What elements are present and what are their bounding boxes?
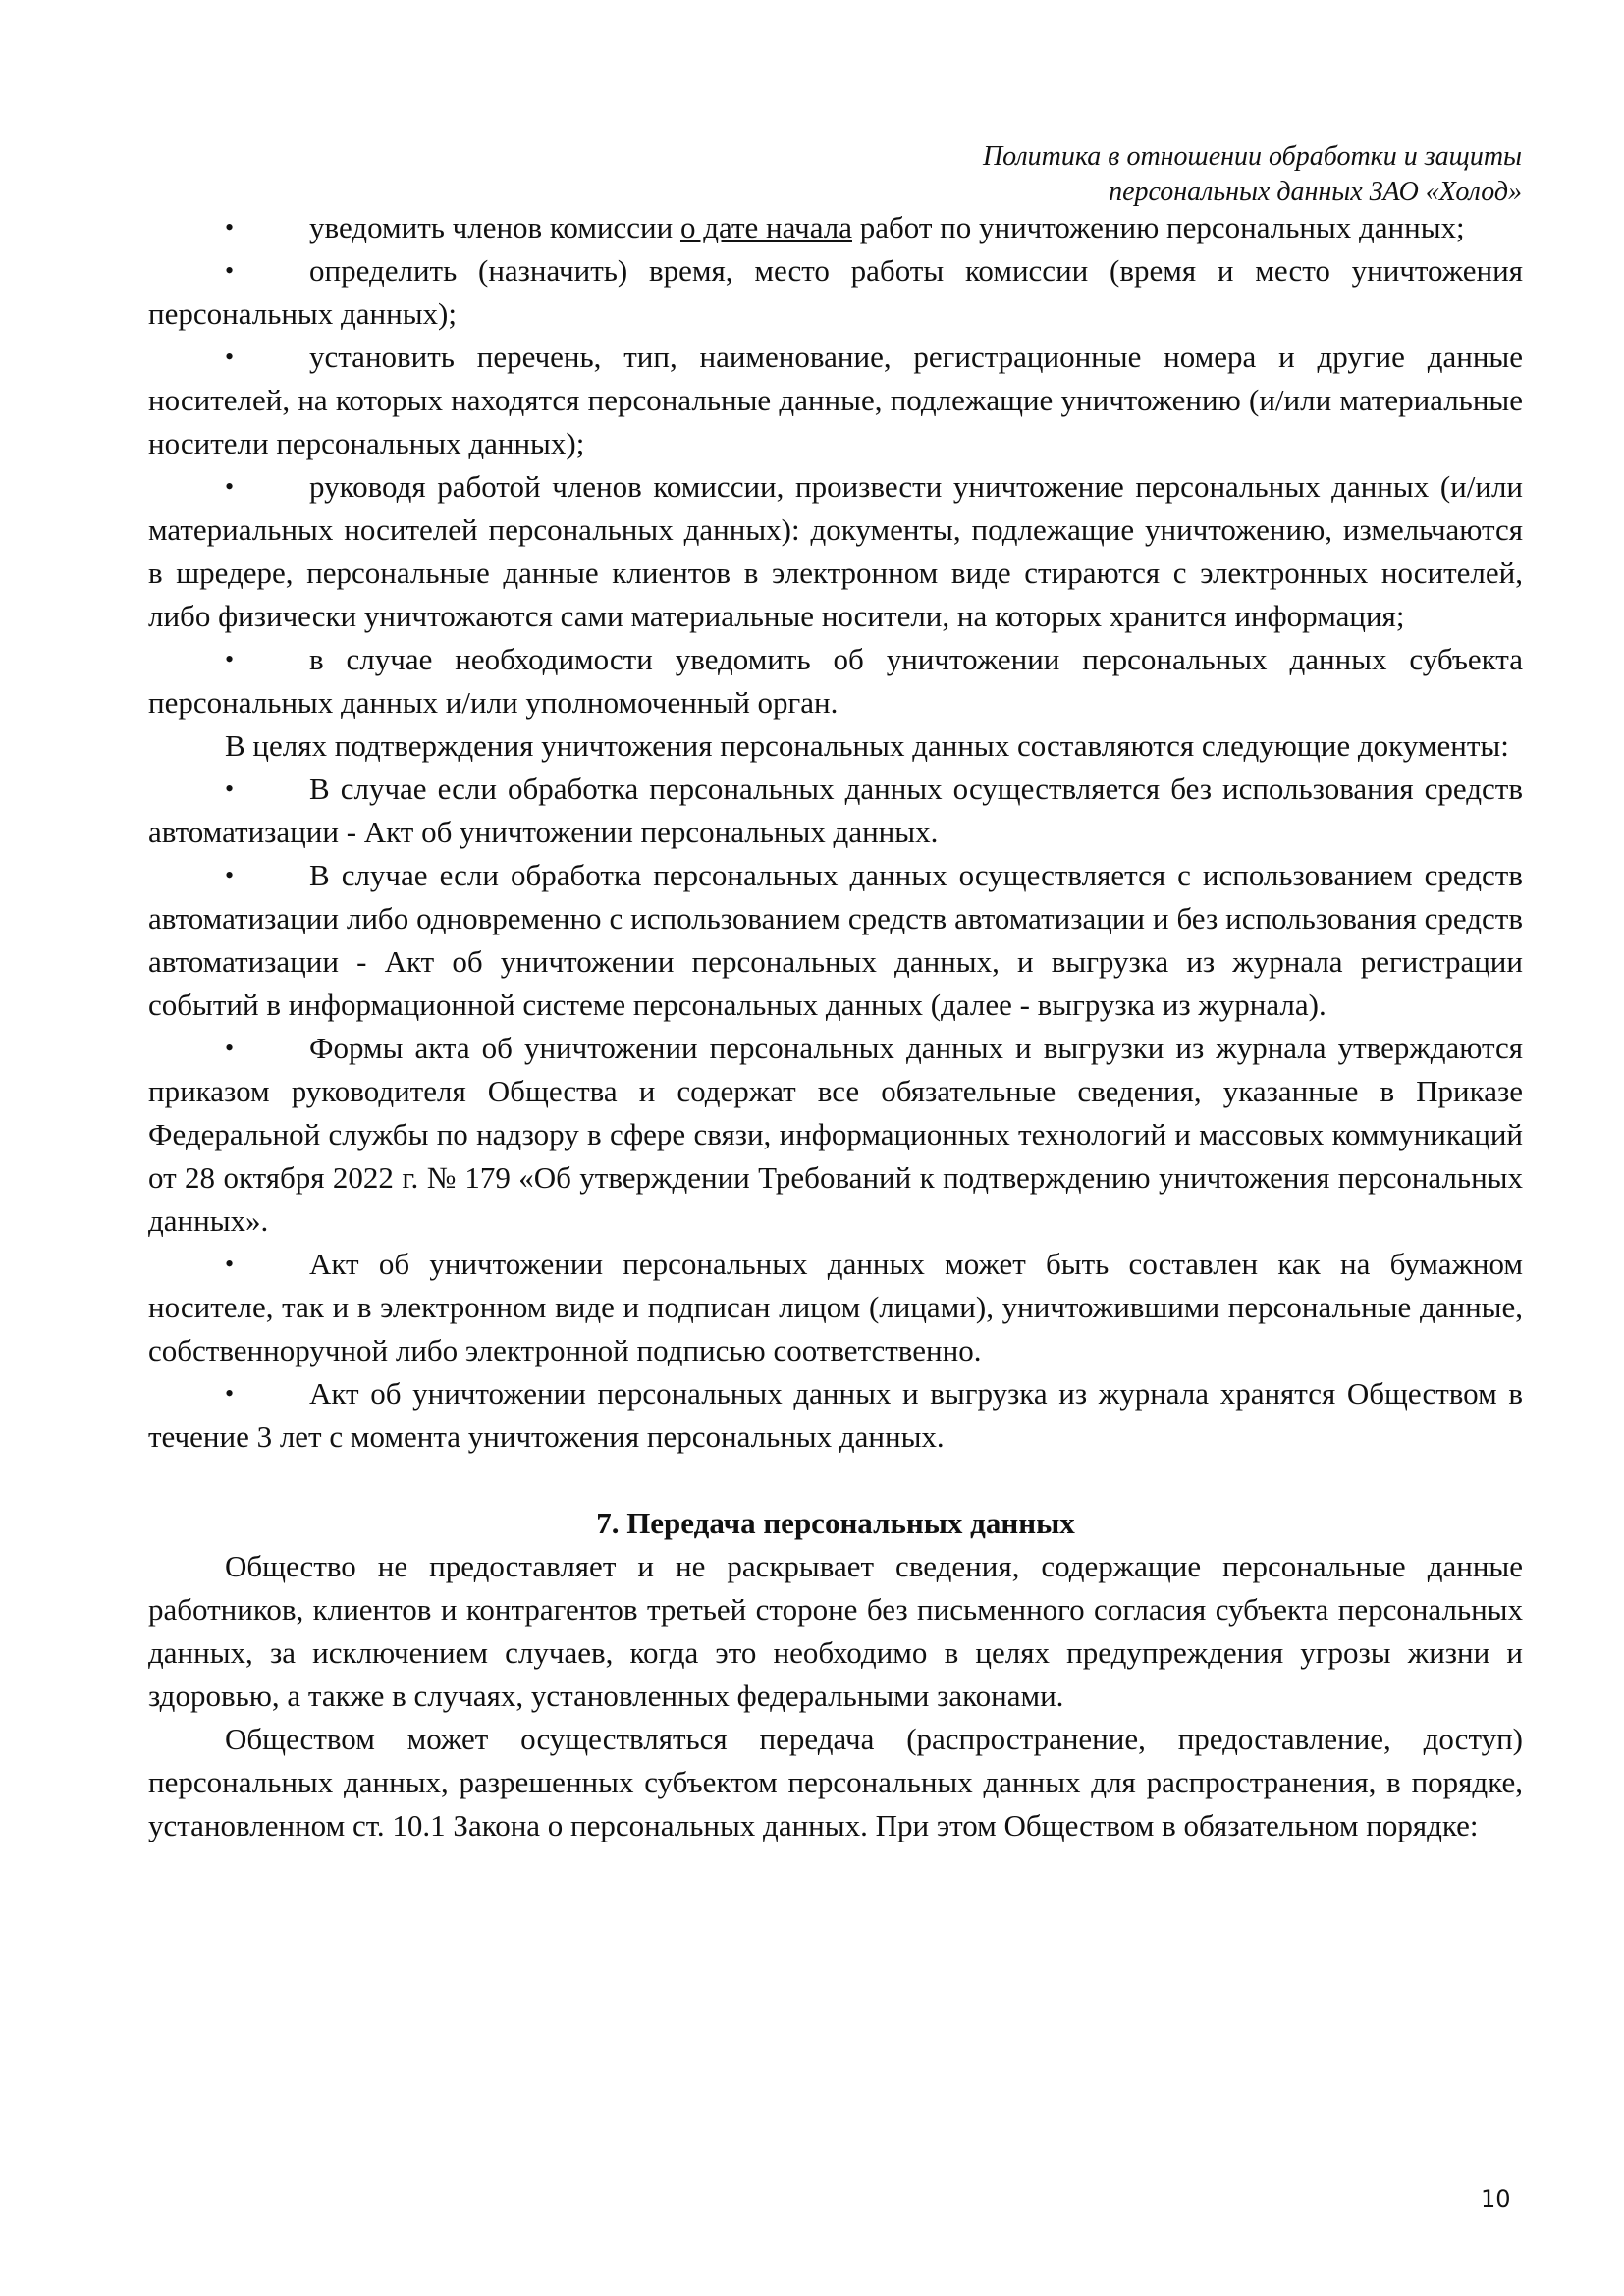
list-item: • В случае если обработка персональных данных осуществляется без использования средств автоматизации - Акт об уничтожении персональных данных. bbox=[148, 768, 1523, 854]
bullet-icon: • bbox=[225, 1034, 235, 1062]
list-item: • руководя работой членов комиссии, произвести уничтожение персональных данных (и/или материальных носителей персональных данных): документы, подлежащие уничтожению, измельчаются в шредере, персональные данные клиентов в электронном виде стираются с электронных носителей, либо физически уничтожаются сами материальные носители, на которых хранится информация; bbox=[148, 465, 1523, 638]
list-item: • уведомить членов комиссии о дате начала работ по уничтожению персональных данных; bbox=[148, 206, 1523, 249]
bullet-icon: • bbox=[225, 1379, 235, 1408]
header-line-2: персональных данных ЗАО «Холод» bbox=[1109, 177, 1522, 207]
list-item: • В случае если обработка персональных данных осуществляется с использованием средств автоматизации либо одновременно с использованием средств автоматизации и без использования средств автоматизации - Акт об уничтожении персональных данных, и выгрузка из журнала регистрации событий в информационной системе персональных данных (далее - выгрузка из журнала). bbox=[148, 854, 1523, 1027]
list-item: • Акт об уничтожении персональных данных и выгрузка из журнала хранятся Обществом в течение 3 лет с момента уничтожения персональных данных. bbox=[148, 1372, 1523, 1459]
running-header bbox=[884, 139, 1522, 210]
bullet-icon: • bbox=[225, 1250, 235, 1278]
list-item: • определить (назначить) время, место работы комиссии (время и место уничтожения персональных данных); bbox=[148, 249, 1523, 336]
header-line-1: Политика в отношении обработки и защиты bbox=[982, 141, 1522, 172]
list-item: • в случае необходимости уведомить об уничтожении персональных данных субъекта персональных данных и/или уполномоченный орган. bbox=[148, 638, 1523, 724]
bullet-icon: • bbox=[225, 256, 235, 285]
paragraph-transfer-2: Обществом может осуществляться передача (распространение, предоставление, доступ) персональных данных, разрешенных субъектом персональных данных для распространения, в порядке, установленном ст. 10.1 Закона о персональных данных. При этом Обществом в обязательном порядке: bbox=[148, 1722, 1523, 1842]
bullet-icon: • bbox=[225, 774, 235, 803]
paragraph-transfer-1: Общество не предоставляет и не раскрывает сведения, содержащие персональные данные работников, клиентов и контрагентов третьей стороне без письменного согласия субъекта персональных данных, за исключением случаев, когда это необходимо в целях предупреждения угрозы жизни и здоровью, а также в случаях, установленных федеральными законами. bbox=[148, 1549, 1523, 1713]
bullet-icon: • bbox=[225, 472, 235, 501]
bullet-icon: • bbox=[225, 645, 235, 673]
page-number: 10 bbox=[1481, 2185, 1511, 2213]
bullet-icon: • bbox=[225, 343, 235, 371]
list-item: • установить перечень, тип, наименование, регистрационные номера и другие данные носителей, на которых находятся персональные данные, подлежащие уничтожению (и/или материальные носители персональных данных); bbox=[148, 336, 1523, 465]
list-item: • Акт об уничтожении персональных данных может быть составлен как на бумажном носителе, так и в электронном виде и подписан лицом (лицами), уничтожившими персональные данные, собственноручной либо электронной подписью соответственно. bbox=[148, 1243, 1523, 1372]
document-body bbox=[148, 206, 1523, 1847]
bullet-icon: • bbox=[225, 213, 235, 241]
list-item: • Формы акта об уничтожении персональных данных и выгрузки из журнала утверждаются приказом руководителя Общества и содержат все обязательные сведения, указанные в Приказе Федеральной службы по надзору в сфере связи, информационных технологий и массовых коммуникаций от 28 октября 2022 г. № 179 «Об утверждении Требований к подтверждению уничтожения персональных данных». bbox=[148, 1027, 1523, 1243]
paragraph-confirmation-documents: В целях подтверждения уничтожения персональных данных составляются следующие документы: bbox=[225, 728, 1509, 763]
section-heading: 7. Передача персональных данных bbox=[596, 1506, 1075, 1540]
bullet-icon: • bbox=[225, 861, 235, 889]
underlined-text: о дате начала bbox=[679, 210, 852, 244]
